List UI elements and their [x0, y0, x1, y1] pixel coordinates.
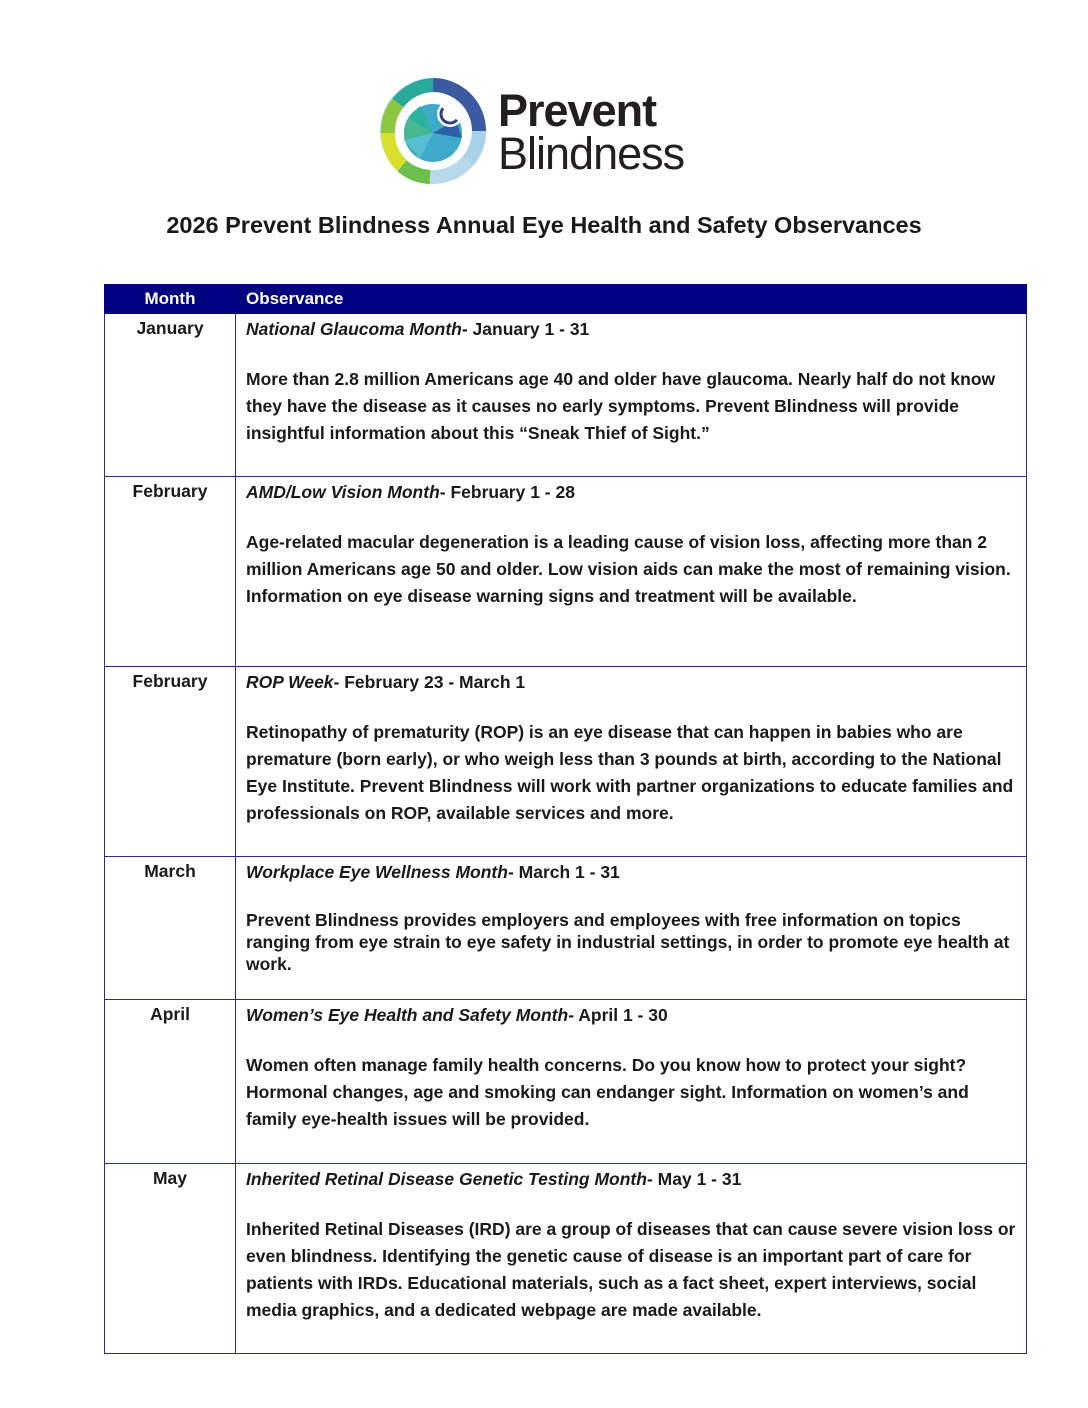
- table-row: [105, 667, 1027, 857]
- month-cell: February: [105, 477, 236, 667]
- observance-description: More than 2.8 million Americans age 40 and older have glaucoma. Nearly half do not know they have the disease as it causes no early symptoms. Prevent Blindness will provide insightful information about this “Sneak Thief of Sight.”: [246, 369, 996, 443]
- page-title: 2026 Prevent Blindness Annual Eye Health and Safety Observances: [166, 212, 922, 238]
- observance-name: Workplace Eye Wellness Month: [246, 862, 508, 882]
- table-row: [105, 1164, 1027, 1354]
- observance-cell: [236, 314, 1027, 477]
- table-row: [105, 1000, 1027, 1164]
- table-row: [105, 314, 1027, 477]
- observance-cell: [236, 477, 1027, 667]
- month-cell: March: [105, 857, 236, 1000]
- observances-table: [104, 284, 1027, 1354]
- logo-wordmark-blindness: Blindness: [498, 128, 685, 179]
- observance-description: Prevent Blindness provides employers and employees with free information on topics ranging from eye strain to eye safety in industrial settings, in order to promote eye health at work.: [246, 910, 1010, 974]
- observance-name: Women’s Eye Health and Safety Month: [246, 1005, 569, 1025]
- prevent-blindness-logo: [380, 78, 690, 184]
- observance-description: Retinopathy of prematurity (ROP) is an eye disease that can happen in babies who are premature (born early), or who weigh less than 3 pounds at birth, according to the National Eye Institute. Prevent Blindness will work with partner organizations to educate families and professionals on ROP, available services and more.: [246, 722, 1014, 823]
- table-row: [105, 857, 1027, 1000]
- month-cell: January: [105, 314, 236, 477]
- eye-logo-icon: [380, 78, 486, 184]
- observance-dates: - February 1 - 28: [439, 482, 575, 502]
- observance-cell: [236, 1000, 1027, 1164]
- observance-cell: [236, 667, 1027, 857]
- logo-wordmark-prevent: Prevent: [498, 85, 657, 136]
- column-header-month: Month: [105, 285, 236, 314]
- observance-name: National Glaucoma Month: [246, 319, 462, 339]
- observance-cell: [236, 857, 1027, 1000]
- table-row: [105, 477, 1027, 667]
- observance-dates: - February 23 - March 1: [333, 672, 526, 692]
- observance-cell: [236, 1164, 1027, 1354]
- month-cell: May: [105, 1164, 236, 1354]
- observance-description: Women often manage family health concerns. Do you know how to protect your sight? Hormonal changes, age and smoking can endanger sight. Information on women’s and family eye-health issues will be provided.: [246, 1055, 969, 1129]
- column-header-observance: Observance: [236, 285, 1027, 314]
- observance-dates: - April 1 - 30: [568, 1005, 668, 1025]
- observance-dates: - January 1 - 31: [461, 319, 590, 339]
- table-header-row: [105, 285, 1027, 314]
- observance-dates: - May 1 - 31: [646, 1169, 742, 1189]
- month-cell: February: [105, 667, 236, 857]
- observance-dates: - March 1 - 31: [507, 862, 620, 882]
- observance-description: Age-related macular degeneration is a leading cause of vision loss, affecting more than 2 million Americans age 50 and older. Low vision aids can make the most of remaining vision. Information on eye disease warning signs and treatment will be available.: [246, 532, 1011, 606]
- month-cell: April: [105, 1000, 236, 1164]
- observance-description: Inherited Retinal Diseases (IRD) are a group of diseases that can cause severe vision loss or even blindness. Identifying the genetic cause of disease is an important part of care for patients with IRDs. Educational materials, such as a fact sheet, expert interviews, social media graphics, and a dedicated webpage are made available.: [246, 1219, 1016, 1320]
- observance-name: AMD/Low Vision Month: [246, 482, 440, 502]
- observance-name: Inherited Retinal Disease Genetic Testing Month: [246, 1169, 647, 1189]
- observance-name: ROP Week: [246, 672, 334, 692]
